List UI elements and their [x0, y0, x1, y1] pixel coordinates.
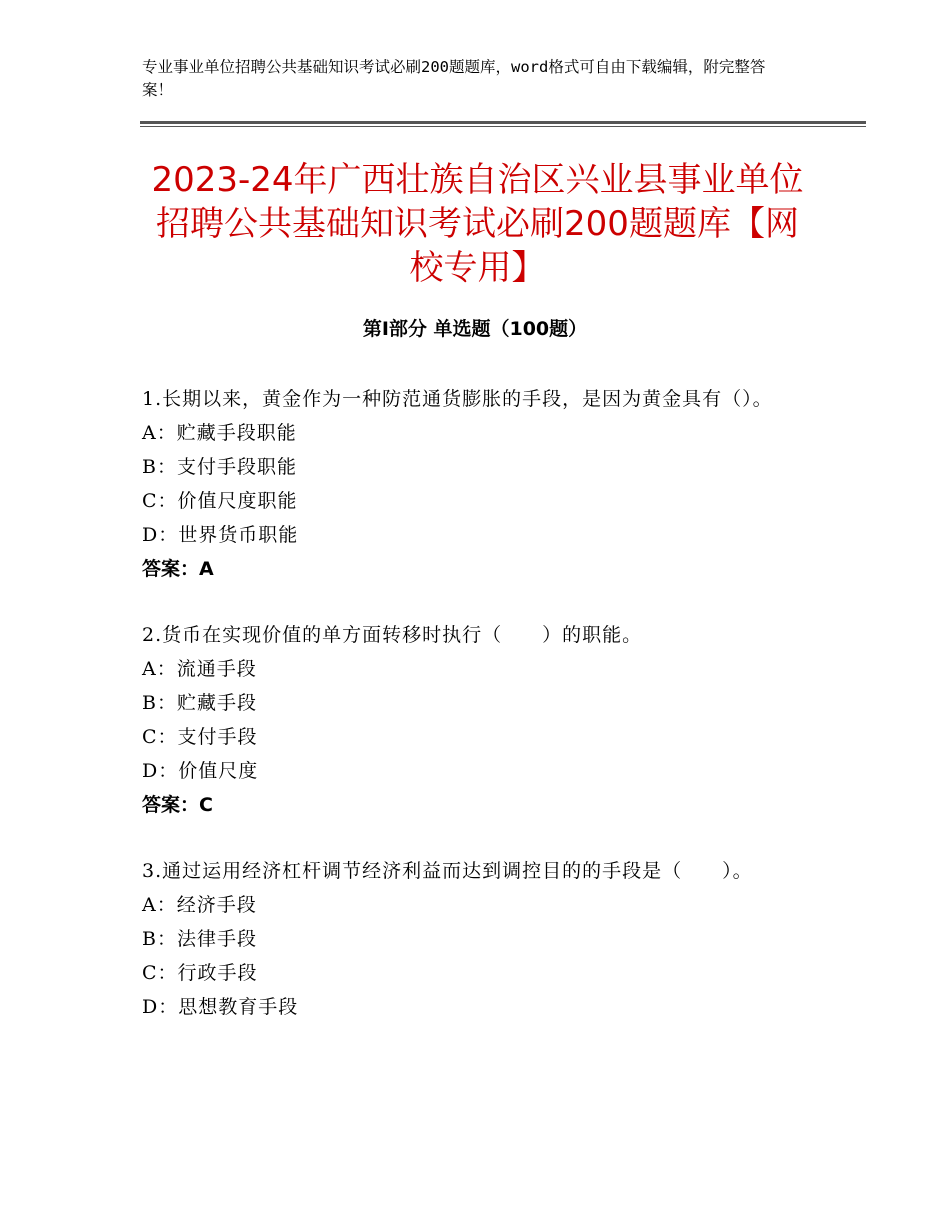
question-stem: 3.通过运用经济杠杆调节经济利益而达到调控目的的手段是（ ）。: [142, 860, 753, 882]
header-divider-thin: [140, 126, 866, 127]
option-d: D：思想教育手段: [142, 996, 299, 1018]
option-a: A：经济手段: [142, 894, 257, 916]
option-c: C：价值尺度职能: [142, 490, 298, 512]
option-c: C：行政手段: [142, 962, 258, 984]
option-b: B：贮藏手段: [142, 692, 257, 714]
document-title: 2023-24年广西壮族自治区兴业县事业单位招聘公共基础知识考试必刷200题题库【网校专用】: [151, 160, 804, 288]
option-d: D：世界货币职能: [142, 524, 299, 546]
section-heading: 第Ⅰ部分 单选题（100题）: [362, 318, 588, 340]
question-3: [142, 854, 822, 1024]
question-stem: 1.长期以来，黄金作为一种防范通货膨胀的手段，是因为黄金具有（）。: [142, 388, 773, 410]
question-1: [142, 382, 822, 586]
question-2: [142, 618, 822, 822]
option-b: B：法律手段: [142, 928, 257, 950]
option-a: A：贮藏手段职能: [142, 422, 297, 444]
header-note: 专业事业单位招聘公共基础知识考试必刷200题题库，word格式可自由下载编辑，附完整答案！: [142, 58, 766, 99]
option-d: D：价值尺度: [142, 760, 259, 782]
option-b: B：支付手段职能: [142, 456, 297, 478]
question-list: [142, 382, 822, 1056]
header-divider-thick: [140, 121, 866, 124]
answer-label: 答案：C: [142, 794, 213, 816]
question-stem: 2.货币在实现价值的单方面转移时执行（ ）的职能。: [142, 624, 643, 646]
option-a: A：流通手段: [142, 658, 257, 680]
option-c: C：支付手段: [142, 726, 258, 748]
answer-label: 答案：A: [142, 558, 214, 580]
